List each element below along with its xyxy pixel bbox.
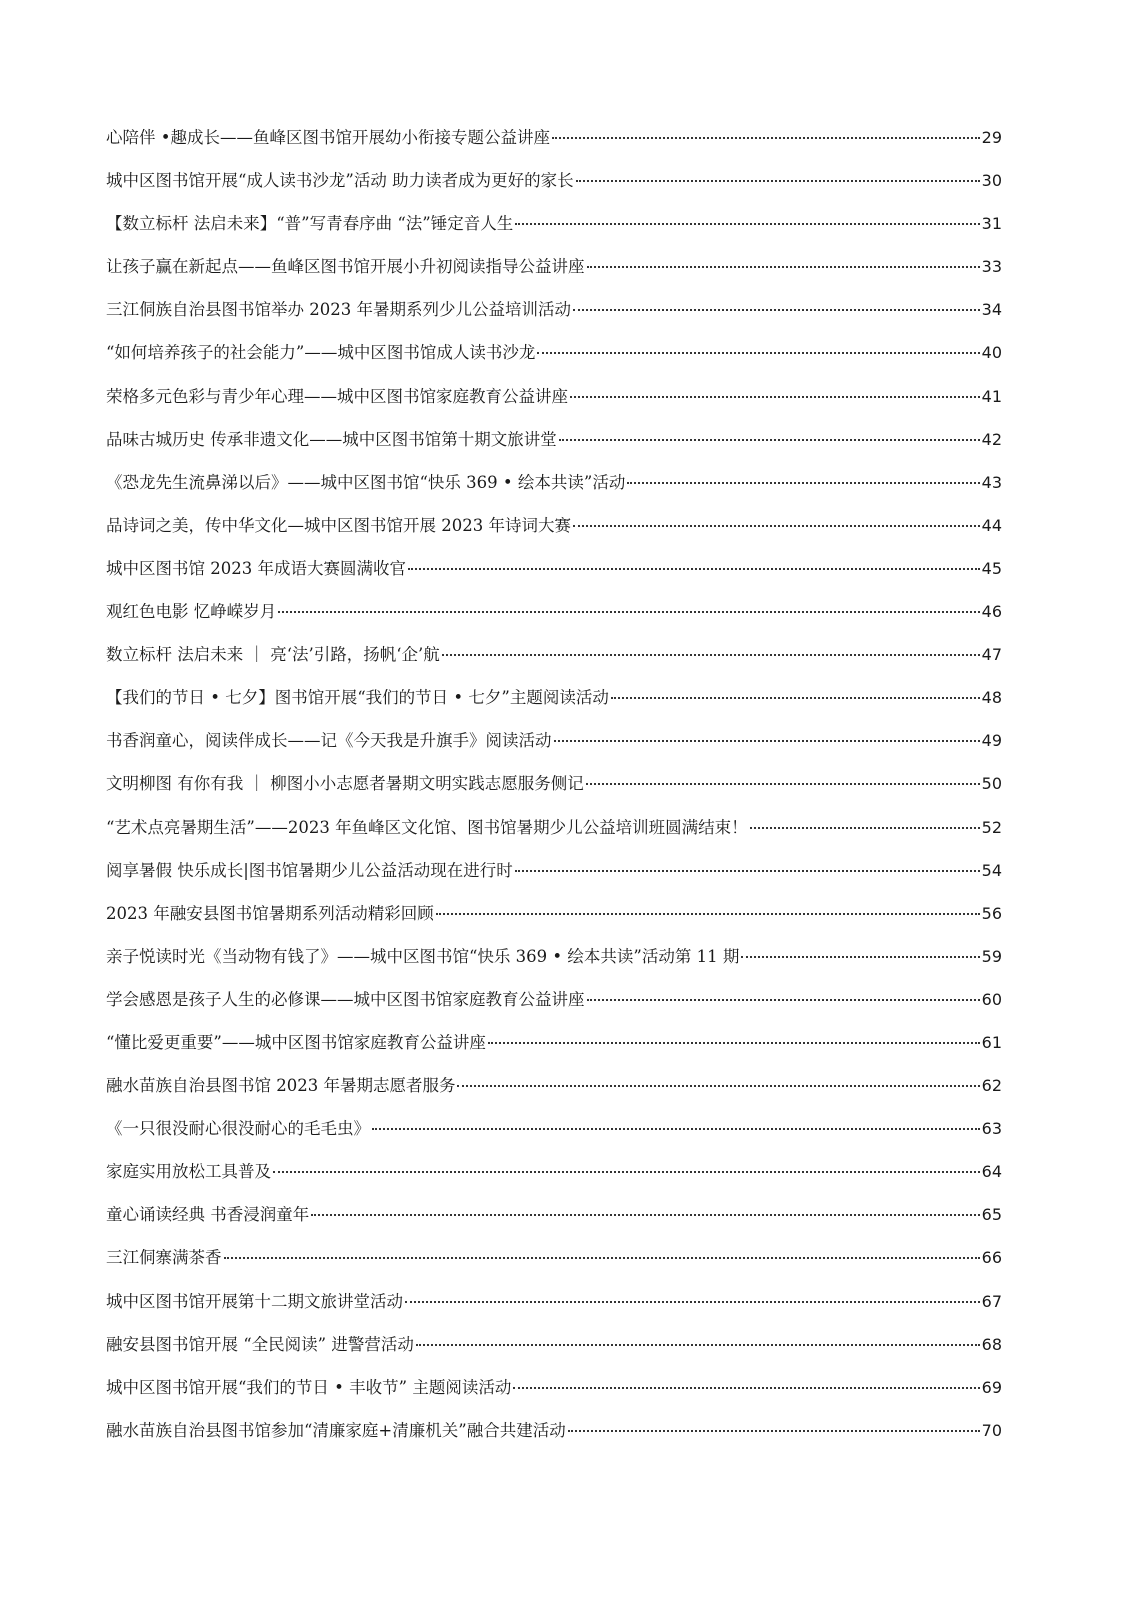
- toc-entry-page-number: 68: [981, 1334, 1002, 1354]
- toc-entry[interactable]: [106, 418, 1002, 461]
- toc-entry[interactable]: [106, 892, 1002, 935]
- toc-entry[interactable]: [106, 1107, 1002, 1150]
- toc-entry-page-number: 62: [981, 1076, 1002, 1096]
- toc-entry-page-number: 61: [981, 1032, 1002, 1052]
- toc-dot-leader: [515, 222, 979, 225]
- toc-entry[interactable]: [106, 1150, 1002, 1193]
- toc-entry[interactable]: [106, 375, 1002, 418]
- toc-dot-leader: [554, 739, 980, 742]
- toc-entry-page-number: 47: [981, 645, 1002, 665]
- toc-entry[interactable]: [106, 1021, 1002, 1064]
- toc-entry-page-number: 41: [981, 386, 1002, 406]
- toc-entry[interactable]: [106, 978, 1002, 1021]
- toc-entry-title: 【我们的节日 • 七夕】图书馆开展“我们的节日 • 七夕”主题阅读活动: [106, 688, 609, 708]
- toc-entry[interactable]: [106, 1064, 1002, 1107]
- toc-entry-page-number: 69: [981, 1377, 1002, 1397]
- toc-entry[interactable]: [106, 1323, 1002, 1366]
- toc-dot-leader: [372, 1127, 980, 1130]
- toc-dot-leader: [573, 308, 980, 311]
- toc-entry-page-number: 50: [981, 774, 1002, 794]
- toc-dot-leader: [436, 912, 980, 915]
- toc-entry[interactable]: [106, 849, 1002, 892]
- toc-entry-title: “如何培养孩子的社会能力”——城中区图书馆成人读书沙龙: [106, 343, 536, 363]
- toc-entry-title: 融安县图书馆开展 “全民阅读” 进警营活动: [106, 1334, 414, 1354]
- toc-dot-leader: [586, 782, 980, 785]
- toc-entry[interactable]: [106, 1366, 1002, 1409]
- toc-entry-title: 城中区图书馆开展“我们的节日 • 丰收节” 主题阅读活动: [106, 1377, 512, 1397]
- toc-entry-page-number: 59: [981, 946, 1002, 966]
- toc-entry[interactable]: [106, 202, 1002, 245]
- toc-dot-leader: [311, 1213, 979, 1216]
- toc-dot-leader: [741, 955, 979, 958]
- toc-entry-page-number: 43: [981, 472, 1002, 492]
- toc-entry-page-number: 42: [981, 429, 1002, 449]
- toc-entry-page-number: 46: [981, 602, 1002, 622]
- toc-entry[interactable]: [106, 935, 1002, 978]
- toc-entry[interactable]: [106, 288, 1002, 331]
- toc-entry[interactable]: [106, 461, 1002, 504]
- toc-dot-leader: [416, 1343, 980, 1346]
- toc-entry-page-number: 45: [981, 558, 1002, 578]
- toc-entry-title: 三江侗族自治县图书馆举办 2023 年暑期系列少儿公益培训活动: [106, 300, 571, 320]
- toc-dot-leader: [278, 610, 979, 613]
- toc-entry-title: 品诗词之美，传中华文化—城中区图书馆开展 2023 年诗词大赛: [106, 515, 571, 535]
- toc-entry-page-number: 64: [981, 1162, 1002, 1182]
- toc-entry-title: 融水苗族自治县图书馆 2023 年暑期志愿者服务: [106, 1076, 456, 1096]
- toc-entry-title: 亲子悦读时光《当动物有钱了》——城中区图书馆“快乐 369 • 绘本共读”活动第 11 期: [106, 946, 740, 966]
- toc-dot-leader: [488, 1041, 980, 1044]
- toc-dot-leader: [457, 1084, 979, 1087]
- toc-entry-title: 品味古城历史 传承非遗文化——城中区图书馆第十期文旅讲堂: [106, 429, 557, 449]
- toc-entry-title: 家庭实用放松工具普及: [106, 1162, 271, 1182]
- toc-entry-title: 三江侗寨满茶香: [106, 1248, 222, 1268]
- toc-entry-page-number: 52: [981, 817, 1002, 837]
- toc-entry-title: 城中区图书馆开展“成人读书沙龙”活动 助力读者成为更好的家长: [106, 171, 574, 191]
- toc-dot-leader: [611, 696, 980, 699]
- toc-entry-page-number: 30: [981, 171, 1002, 191]
- toc-entry[interactable]: [106, 159, 1002, 202]
- toc-entry[interactable]: [106, 116, 1002, 159]
- toc-dot-leader: [573, 524, 980, 527]
- toc-entry-page-number: 49: [981, 731, 1002, 751]
- toc-dot-leader: [570, 395, 980, 398]
- toc-dot-leader: [442, 653, 980, 656]
- toc-entry-title: 文明柳图 有你有我 ｜ 柳图小小志愿者暑期文明实践志愿服务侧记: [106, 774, 584, 794]
- toc-entry[interactable]: [106, 1193, 1002, 1236]
- toc-dot-leader: [552, 136, 980, 139]
- toc-entry[interactable]: [106, 719, 1002, 762]
- toc-entry[interactable]: [106, 1280, 1002, 1323]
- toc-dot-leader: [405, 1300, 980, 1303]
- toc-dot-leader: [587, 998, 980, 1001]
- toc-entry-title: 【数立标杆 法启未来】“普”写青春序曲 “法”锤定音人生: [106, 214, 514, 234]
- toc-entry[interactable]: [106, 1236, 1002, 1279]
- toc-dot-leader: [576, 179, 980, 182]
- toc-entry-page-number: 54: [981, 860, 1002, 880]
- toc-dot-leader: [559, 438, 980, 441]
- toc-entry-page-number: 70: [981, 1420, 1002, 1440]
- table-of-contents: [106, 116, 1002, 1452]
- toc-dot-leader: [537, 351, 979, 354]
- toc-entry-page-number: 29: [981, 128, 1002, 147]
- toc-entry-title: 心陪伴 •趣成长——鱼峰区图书馆开展幼小衔接专题公益讲座: [106, 128, 550, 147]
- toc-entry-page-number: 34: [981, 300, 1002, 320]
- toc-entry-title: “艺术点亮暑期生活”——2023 年鱼峰区文化馆、图书馆暑期少儿公益培训班圆满结束！: [106, 817, 748, 837]
- toc-entry-title: 城中区图书馆开展第十二期文旅讲堂活动: [106, 1291, 403, 1311]
- toc-dot-leader: [513, 1386, 979, 1389]
- toc-entry-title: 阅享暑假 快乐成长|图书馆暑期少儿公益活动现在进行时: [106, 860, 513, 880]
- toc-entry[interactable]: [106, 762, 1002, 805]
- toc-entry-page-number: 67: [981, 1291, 1002, 1311]
- toc-entry-page-number: 44: [981, 515, 1002, 535]
- toc-entry-page-number: 63: [981, 1119, 1002, 1139]
- toc-entry-page-number: 40: [981, 343, 1002, 363]
- toc-entry-page-number: 65: [981, 1205, 1002, 1225]
- toc-entry-page-number: 66: [981, 1248, 1002, 1268]
- toc-entry[interactable]: [106, 547, 1002, 590]
- toc-entry-title: 融水苗族自治县图书馆参加“清廉家庭+清廉机关”融合共建活动: [106, 1420, 566, 1440]
- toc-entry-title: 《恐龙先生流鼻涕以后》——城中区图书馆“快乐 369 • 绘本共读”活动: [106, 472, 626, 492]
- toc-entry[interactable]: [106, 504, 1002, 547]
- toc-entry-title: 2023 年融安县图书馆暑期系列活动精彩回顾: [106, 903, 434, 923]
- toc-entry[interactable]: [106, 331, 1002, 374]
- toc-dot-leader: [750, 826, 980, 829]
- toc-dot-leader: [587, 265, 980, 268]
- toc-entry-title: 童心诵读经典 书香浸润童年: [106, 1205, 310, 1225]
- toc-entry-title: 观红色电影 忆峥嵘岁月: [106, 602, 277, 622]
- toc-entry[interactable]: [106, 1409, 1002, 1452]
- toc-entry-page-number: 31: [981, 214, 1002, 234]
- toc-entry[interactable]: [106, 676, 1002, 719]
- toc-entry-title: “懂比爱更重要”——城中区图书馆家庭教育公益讲座: [106, 1032, 486, 1052]
- toc-entry-title: 《一只很没耐心很没耐心的毛毛虫》: [106, 1119, 370, 1139]
- toc-dot-leader: [224, 1256, 980, 1259]
- toc-entry-page-number: 56: [981, 903, 1002, 923]
- toc-dot-leader: [568, 1429, 980, 1432]
- toc-entry-page-number: 60: [981, 989, 1002, 1009]
- toc-entry-page-number: 33: [981, 257, 1002, 277]
- toc-dot-leader: [408, 567, 980, 570]
- toc-entry-title: 书香润童心，阅读伴成长——记《今天我是升旗手》阅读活动: [106, 731, 552, 751]
- toc-dot-leader: [627, 481, 979, 484]
- toc-entry-title: 让孩子赢在新起点——鱼峰区图书馆开展小升初阅读指导公益讲座: [106, 257, 585, 277]
- toc-entry[interactable]: [106, 806, 1002, 849]
- toc-dot-leader: [273, 1170, 980, 1173]
- toc-entry-title: 学会感恩是孩子人生的必修课——城中区图书馆家庭教育公益讲座: [106, 989, 585, 1009]
- toc-dot-leader: [515, 869, 980, 872]
- toc-entry-title: 数立标杆 法启未来 ｜ 亮‘法’引路，扬帆‘企’航: [106, 645, 440, 665]
- toc-entry-page-number: 48: [981, 688, 1002, 708]
- toc-entry-title: 城中区图书馆 2023 年成语大赛圆满收官: [106, 558, 406, 578]
- toc-entry-title: 荣格多元色彩与青少年心理——城中区图书馆家庭教育公益讲座: [106, 386, 568, 406]
- toc-entry[interactable]: [106, 245, 1002, 288]
- toc-entry[interactable]: [106, 590, 1002, 633]
- toc-entry[interactable]: [106, 633, 1002, 676]
